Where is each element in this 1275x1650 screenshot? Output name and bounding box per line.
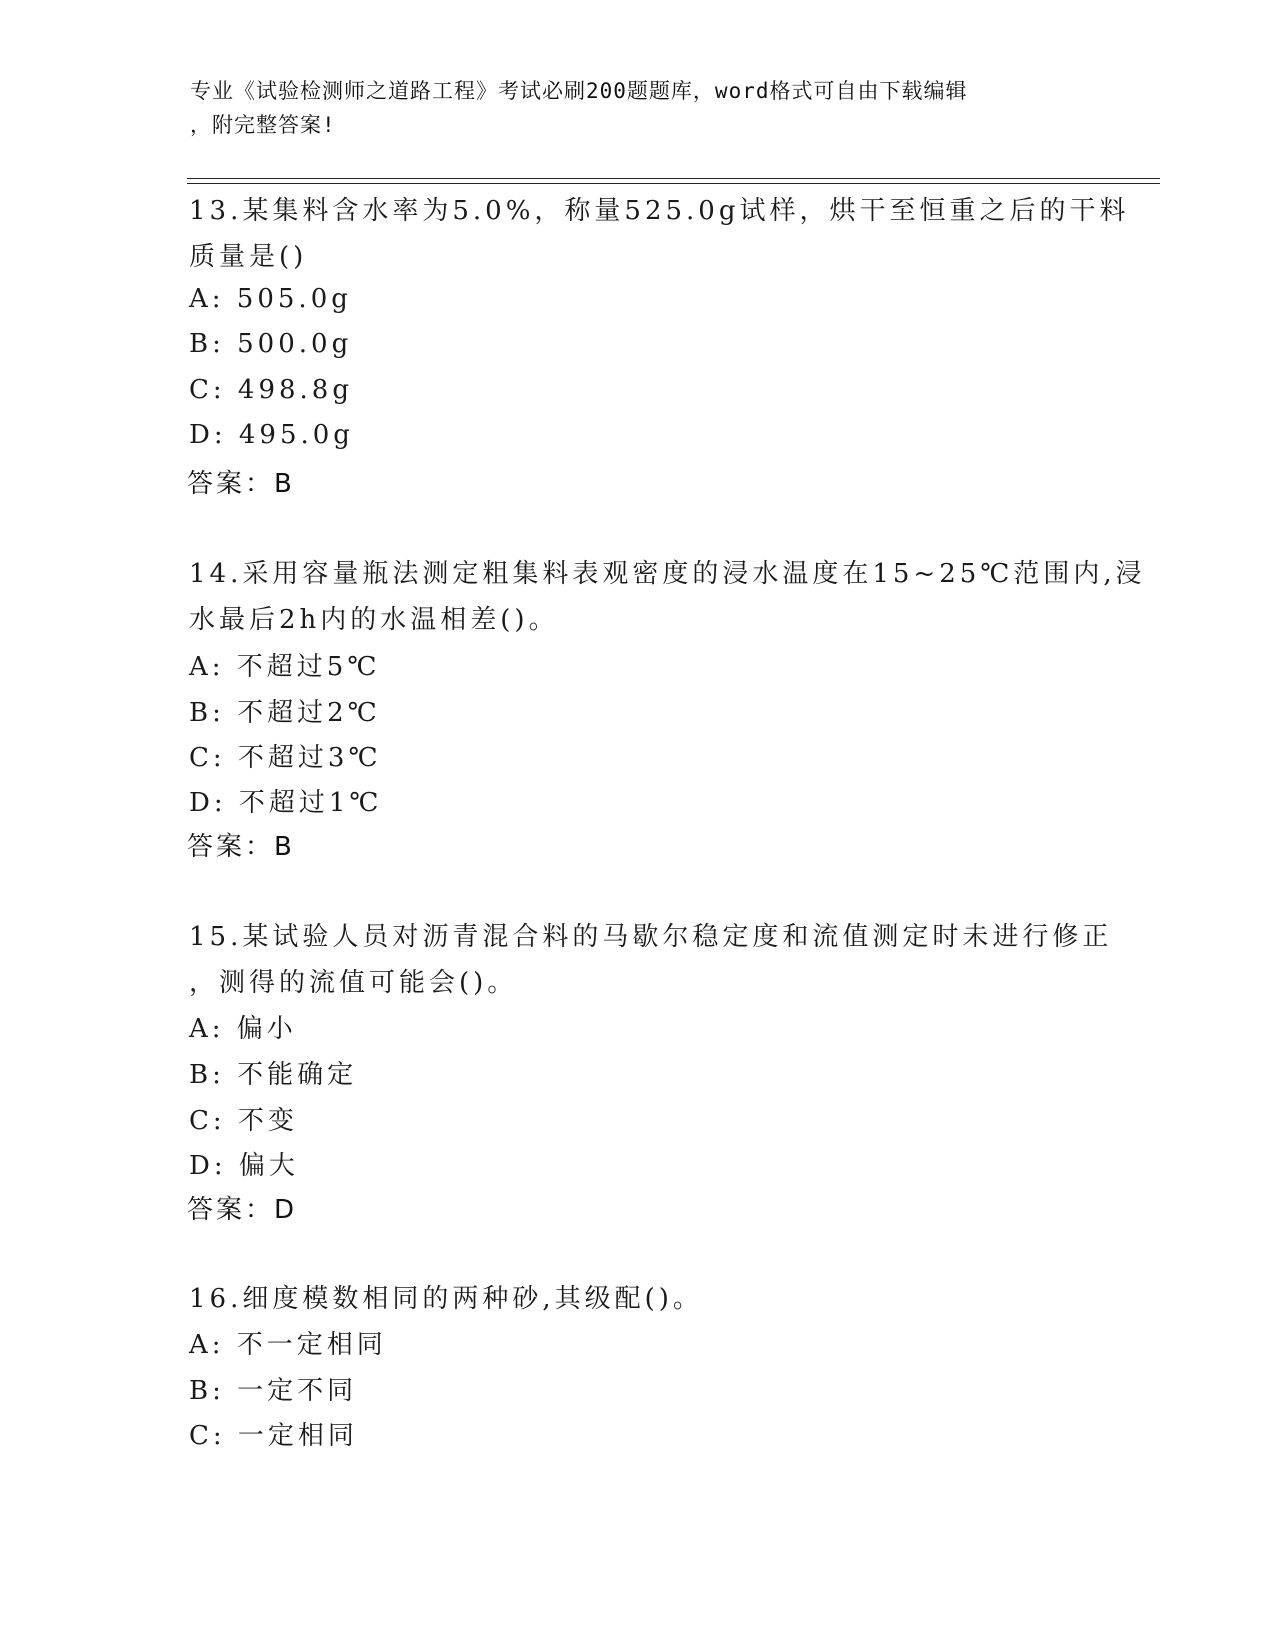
answer-text: 答案：B bbox=[187, 469, 295, 499]
option-d: D: 偏大 bbox=[189, 1151, 299, 1181]
question-stem-line1: 14.采用容量瓶法测定粗集料表观密度的浸水温度在15~25℃范围内,浸 bbox=[189, 559, 1146, 589]
option-c: C: 不变 bbox=[189, 1106, 298, 1136]
question-stem-line1: 13.某集料含水率为5.0%，称量525.0g试样，烘干至恒重之后的干料 bbox=[189, 196, 1130, 226]
option-d: D: 495.0g bbox=[189, 420, 354, 450]
document-header bbox=[190, 74, 1090, 142]
option-a: A: 505.0g bbox=[189, 284, 352, 314]
answer-text: 答案：B bbox=[187, 832, 295, 862]
answer-text: 答案：D bbox=[187, 1195, 298, 1225]
question-stem-line1: 16.细度模数相同的两种砂,其级配()。 bbox=[189, 1284, 703, 1314]
header-title-line2: ，附完整答案! bbox=[190, 113, 336, 137]
option-c: C: 一定相同 bbox=[189, 1421, 358, 1451]
option-a: A: 不一定相同 bbox=[189, 1330, 387, 1360]
option-a: A: 偏小 bbox=[189, 1014, 297, 1044]
option-c: C: 498.8g bbox=[189, 375, 353, 405]
header-title-line1: 专业《试验检测师之道路工程》考试必刷200题题库，word格式可自由下载编辑 bbox=[190, 79, 968, 103]
question-stem-line2: ，测得的流值可能会()。 bbox=[189, 968, 518, 998]
option-b: B: 不超过2℃ bbox=[189, 698, 381, 728]
question-stem-line1: 15.某试验人员对沥青混合料的马歇尔稳定度和流值测定时未进行修正 bbox=[189, 922, 1113, 952]
question-stem-line2: 质量是() bbox=[189, 242, 308, 272]
question-stem-line2: 水最后2h内的水温相差()。 bbox=[189, 605, 559, 635]
option-b: B: 不能确定 bbox=[189, 1060, 358, 1090]
header-divider-top bbox=[187, 178, 1160, 179]
option-d: D: 不超过1℃ bbox=[189, 788, 383, 818]
option-b: B: 500.0g bbox=[189, 329, 353, 359]
option-a: A: 不超过5℃ bbox=[189, 652, 381, 682]
option-c: C: 不超过3℃ bbox=[189, 743, 382, 773]
option-b: B: 一定不同 bbox=[189, 1376, 358, 1406]
header-divider-bottom bbox=[187, 183, 1160, 184]
